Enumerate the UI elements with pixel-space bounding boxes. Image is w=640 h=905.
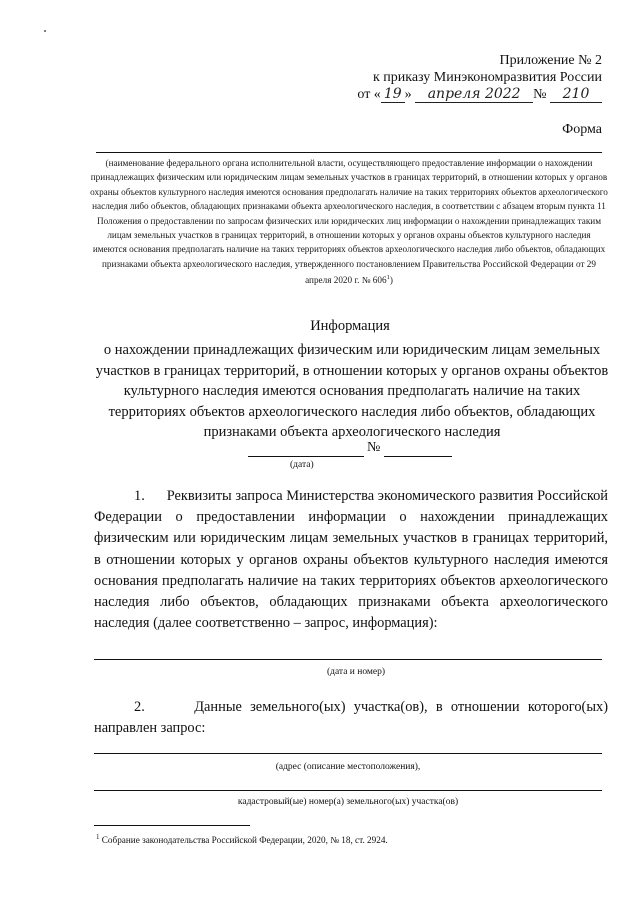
request-details-line: [94, 659, 602, 660]
document-title: Информация: [310, 318, 390, 334]
date-blank-line: [248, 456, 364, 457]
cadastral-caption: кадастровый(ые) номер(а) земельного(ых) участка(ов): [237, 797, 459, 807]
appendix-title: Приложение № 2: [499, 53, 602, 68]
form-label: Форма: [562, 122, 602, 137]
appendix-date-line: [357, 86, 602, 103]
handwritten-month-year: апреля 2022: [415, 87, 533, 103]
address-caption: (адрес (описание местоположения),: [275, 762, 421, 772]
org-name-line: [96, 152, 602, 153]
footnote-rule: [94, 825, 250, 826]
date-caption: (дата): [290, 460, 314, 470]
scan-speck: [44, 30, 46, 32]
handwritten-day: 19: [381, 87, 405, 103]
footnote: [96, 833, 388, 845]
section-2-text: Данные земельного(ых) участка(ов), в отношении которого(ых) направлен запрос:: [94, 699, 608, 737]
footnote-marker: 1: [96, 833, 100, 841]
appendix-quote-close: »: [404, 87, 412, 102]
document-number-sign: №: [367, 440, 381, 455]
appendix-header: [357, 52, 602, 103]
appendix-from: от «: [357, 87, 381, 102]
number-blank-line: [384, 456, 452, 457]
request-details-caption: (дата и номер): [326, 667, 386, 677]
section-1-number: 1.: [134, 488, 145, 504]
appendix-order: к приказу Минэкономразвития России: [372, 70, 602, 85]
appendix-number-sign: №: [533, 87, 547, 102]
cadastral-line: [94, 790, 602, 791]
org-name-caption: (наименование федерального органа исполнительной власти, осуществляющего предоставление информации о нахождении принадлежащих физическим или юридическим лицам земельных участков в границах территорий, в отношении которых у органов охраны объектов культурного наследия имеются основания предполагать наличие на таких территориях объектов археологического наследия либо объектов, обладающих признаками объекта археологического наследия, в соответствии с абзацем вторым пункта 11 Положения о предоставлении по запросам физических или юридических лиц информации о нахождении принадлежащих таким лицам земельных участков в границах территорий, в отношении которых у органов охраны объектов культурного наследия имеются основания предполагать наличие на таких территориях объектов археологического наследия либо объектов, обладающих признаками объекта археологического наследия, утвержденного постановлением Правительства Российской Федерации от 29 апреля 2020 г. № $606^1$): [90, 158, 608, 286]
section-1-text: Реквизиты запроса Министерства экономического развития Российской Федерации о предоставлении информации о нахождении принадлежащих физическим или юридическим лицам земельных участков в границах территорий, в отношении которых у органов охраны объектов культурного наследия имеются основания предполагать наличие на таких территориях объектов археологического наследия либо объектов, обладающих признаками объекта археологического наследия (далее соответственно – запрос, информация):: [94, 488, 608, 632]
section-1: [94, 486, 608, 634]
section-2-number: 2.: [134, 699, 145, 715]
document-subtitle: о нахождении принадлежащих физическим или юридическим лицам земельных участков в границах территорий, в отношении которых у органов охраны объектов культурного наследия имеются основания предполагать наличие на таких территориях объектов археологического наследия либо объектов, обладающих признаками объекта археологического наследия: [95, 342, 609, 440]
address-line: [94, 753, 602, 754]
footnote-text: Собрание законодательства Российской Федерации, 2020, № 18, ст. 2924.: [101, 835, 388, 846]
handwritten-number: 210: [550, 87, 602, 103]
section-2: [94, 697, 608, 739]
